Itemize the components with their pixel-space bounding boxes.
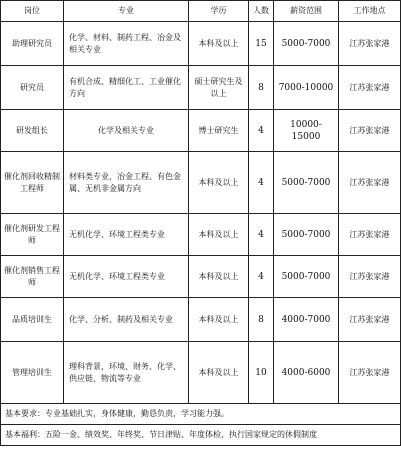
cell-location: 江苏张家港 xyxy=(339,256,401,298)
cell-position: 催化剂研发工程师 xyxy=(1,214,64,256)
cell-count: 15 xyxy=(249,22,274,66)
cell-major: 理科背景，环境、财务、化学、供应链、物流等专业 xyxy=(64,342,189,404)
cell-education: 本科及以上 xyxy=(189,256,249,298)
header-row xyxy=(1,1,401,22)
table-row xyxy=(1,256,401,298)
cell-salary: 5000-7000 xyxy=(274,256,339,298)
cell-education: 本科及以上 xyxy=(189,214,249,256)
cell-salary: 7000-10000 xyxy=(274,66,339,110)
cell-count: 10 xyxy=(249,342,274,404)
benefits-text: 基本福利：五险一金、绩效奖、年终奖、节日津贴、年度体检，执行国家规定的休假制度 xyxy=(1,425,401,446)
cell-count: 4 xyxy=(249,152,274,214)
cell-count: 4 xyxy=(249,110,274,152)
table-row xyxy=(1,22,401,66)
cell-education: 本科及以上 xyxy=(189,342,249,404)
header-major: 专业 xyxy=(64,1,189,22)
table-row xyxy=(1,342,401,404)
benefits-row xyxy=(1,425,401,446)
cell-salary: 5000-7000 xyxy=(274,22,339,66)
cell-salary: 4000-7000 xyxy=(274,298,339,342)
header-education: 学历 xyxy=(189,1,249,22)
cell-location: 江苏张家港 xyxy=(339,298,401,342)
table-row xyxy=(1,152,401,214)
cell-salary: 5000-7000 xyxy=(274,152,339,214)
cell-location: 江苏张家港 xyxy=(339,214,401,256)
cell-position: 催化剂销售工程师 xyxy=(1,256,64,298)
cell-education: 硕士研究生及以上 xyxy=(189,66,249,110)
cell-position: 管理培训生 xyxy=(1,342,64,404)
cell-education: 本科及以上 xyxy=(189,152,249,214)
header-position: 岗位 xyxy=(1,1,64,22)
cell-education: 本科及以上 xyxy=(189,298,249,342)
cell-salary: 10000-15000 xyxy=(274,110,339,152)
table-row xyxy=(1,110,401,152)
header-count: 人数 xyxy=(249,1,274,22)
cell-location: 江苏张家港 xyxy=(339,342,401,404)
cell-location: 江苏张家港 xyxy=(339,152,401,214)
cell-education: 博士研究生 xyxy=(189,110,249,152)
cell-major: 化学、材料、制药工程、冶金及相关专业 xyxy=(64,22,189,66)
requirements-row xyxy=(1,404,401,425)
cell-location: 江苏张家港 xyxy=(339,66,401,110)
requirements-text: 基本要求：专业基础扎实，身体健康，勤恳负责，学习能力强。 xyxy=(1,404,401,425)
cell-major: 化学及相关专业 xyxy=(64,110,189,152)
cell-count: 8 xyxy=(249,298,274,342)
cell-salary: 4000-6000 xyxy=(274,342,339,404)
cell-salary: 5000-7000 xyxy=(274,214,339,256)
cell-major: 有机合成、精细化工、工业催化方向 xyxy=(64,66,189,110)
cell-major: 材料类专业，冶金工程、有色金属、无机非金属方向 xyxy=(64,152,189,214)
cell-count: 4 xyxy=(249,214,274,256)
header-salary: 薪资范围 xyxy=(274,1,339,22)
header-location: 工作地点 xyxy=(339,1,401,22)
cell-position: 催化剂回收精制工程师 xyxy=(1,152,64,214)
cell-count: 4 xyxy=(249,256,274,298)
cell-position: 助理研究员 xyxy=(1,22,64,66)
cell-location: 江苏张家港 xyxy=(339,22,401,66)
cell-position: 品质培训生 xyxy=(1,298,64,342)
table-row xyxy=(1,66,401,110)
cell-education: 本科及以上 xyxy=(189,22,249,66)
table-row xyxy=(1,298,401,342)
table-row xyxy=(1,214,401,256)
cell-location: 江苏张家港 xyxy=(339,110,401,152)
cell-position: 研究员 xyxy=(1,66,64,110)
cell-count: 8 xyxy=(249,66,274,110)
cell-major: 无机化学、环境工程类专业 xyxy=(64,256,189,298)
cell-major: 化学、分析、制药及相关专业 xyxy=(64,298,189,342)
cell-major: 无机化学、环境工程类专业 xyxy=(64,214,189,256)
cell-position: 研发组长 xyxy=(1,110,64,152)
